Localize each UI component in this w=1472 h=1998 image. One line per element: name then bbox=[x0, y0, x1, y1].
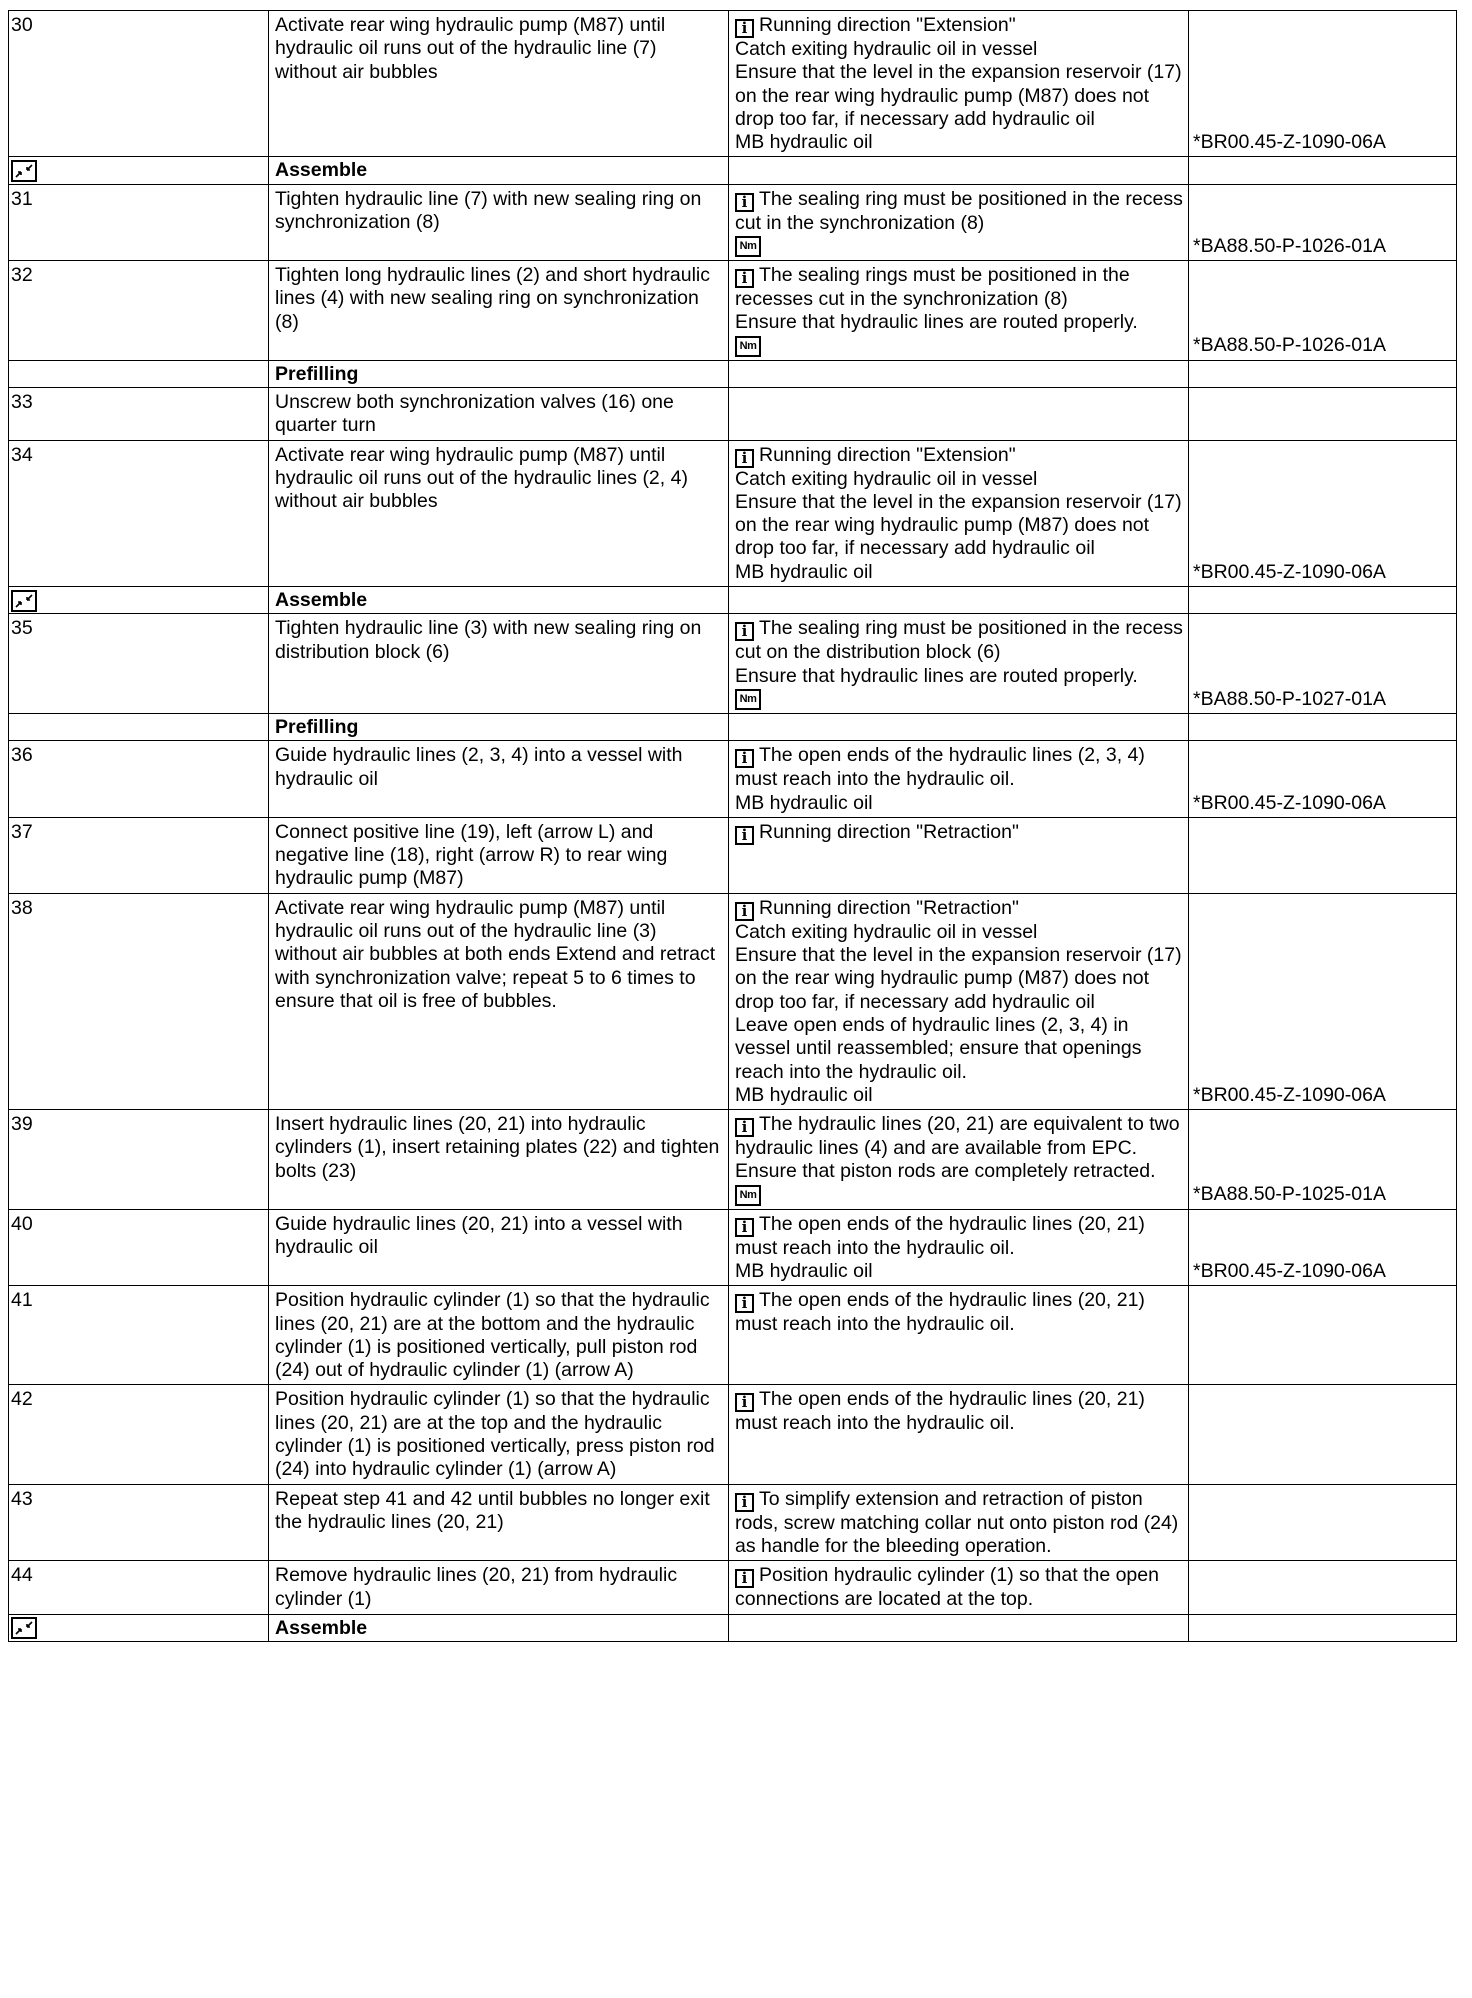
empty-cell bbox=[1189, 1614, 1457, 1641]
step-action: Remove hydraulic lines (20, 21) from hydraulic cylinder (1) bbox=[269, 1561, 729, 1614]
step-notes bbox=[729, 1561, 1189, 1614]
section-icon-cell bbox=[9, 1614, 269, 1641]
note-text: To simplify extension and retraction of piston rods, screw matching collar nut onto piston rod (24) as handle for the bleeding operation. bbox=[735, 1487, 1179, 1557]
step-row bbox=[9, 893, 1457, 1109]
step-notes bbox=[729, 11, 1189, 157]
note-text: Running direction "Retraction" bbox=[759, 820, 1019, 843]
note-text: Running direction "Retraction" bbox=[759, 896, 1019, 919]
step-action: Position hydraulic cylinder (1) so that the hydraulic lines (20, 21) are at the top and the hydraulic cylinder (1) is positioned vertically, press piston rod (24) into hydraulic cylinder (1) (arrow A) bbox=[269, 1385, 729, 1484]
note-text: Catch exiting hydraulic oil in vessel bbox=[735, 920, 1038, 943]
note-line bbox=[735, 744, 1183, 791]
note-text: Position hydraulic cylinder (1) so that the open connections are located at the top. bbox=[735, 1564, 1159, 1611]
step-notes bbox=[729, 184, 1189, 260]
step-number: 30 bbox=[9, 11, 269, 157]
note-line bbox=[735, 188, 1183, 235]
note-line bbox=[735, 131, 1183, 154]
step-action: Insert hydraulic lines (20, 21) into hydraulic cylinders (1), insert retaining plates (22) and tighten bolts (23) bbox=[269, 1110, 729, 1210]
note-text: MB hydraulic oil bbox=[735, 1259, 873, 1282]
assemble-icon bbox=[11, 160, 37, 182]
section-title: Prefilling bbox=[275, 715, 359, 738]
step-notes bbox=[729, 440, 1189, 586]
note-line bbox=[735, 491, 1183, 561]
step-notes bbox=[729, 614, 1189, 714]
step-reference: *BR00.45-Z-1090-06A bbox=[1189, 11, 1457, 157]
empty-cell bbox=[729, 1614, 1189, 1641]
step-number: 43 bbox=[9, 1484, 269, 1561]
empty-cell bbox=[1189, 157, 1457, 184]
note-text: The sealing rings must be positioned in the recesses cut in the synchronization (8) bbox=[735, 264, 1130, 311]
step-action: Tighten hydraulic line (3) with new sealing ring on distribution block (6) bbox=[269, 614, 729, 714]
step-notes bbox=[729, 741, 1189, 818]
note-line bbox=[735, 14, 1183, 38]
step-row bbox=[9, 741, 1457, 818]
note-text: The open ends of the hydraulic lines (20, 21) must reach into the hydraulic oil. bbox=[735, 1388, 1145, 1435]
torque-icon: Nm bbox=[735, 1185, 761, 1206]
step-number: 38 bbox=[9, 893, 269, 1109]
section-title-cell bbox=[269, 587, 729, 614]
note-text: Ensure that the level in the expansion reservoir (17) on the rear wing hydraulic pump (M87) does not drop too far, if necessary add hydraulic oil bbox=[735, 944, 1182, 1013]
note-line bbox=[735, 264, 1183, 311]
note-line bbox=[735, 561, 1183, 584]
step-number: 44 bbox=[9, 1561, 269, 1614]
torque-icon: Nm bbox=[735, 236, 761, 257]
note-text: MB hydraulic oil bbox=[735, 131, 873, 154]
info-icon: i bbox=[735, 193, 754, 212]
step-reference: *BR00.45-Z-1090-06A bbox=[1189, 741, 1457, 818]
section-title: Assemble bbox=[275, 589, 368, 612]
step-reference bbox=[1189, 817, 1457, 893]
section-title-cell bbox=[269, 157, 729, 184]
step-number: 31 bbox=[9, 184, 269, 260]
note-line bbox=[735, 468, 1183, 491]
note-text: Ensure that the level in the expansion reservoir (17) on the rear wing hydraulic pump (M87) does not drop too far, if necessary add hydraulic oil bbox=[735, 490, 1182, 560]
torque-icon: Nm bbox=[735, 336, 761, 357]
step-notes bbox=[729, 893, 1189, 1109]
step-action: Activate rear wing hydraulic pump (M87) until hydraulic oil runs out of the hydraulic line (7) without air bubbles bbox=[269, 11, 729, 157]
empty-cell bbox=[1189, 360, 1457, 387]
note-text: Catch exiting hydraulic oil in vessel bbox=[735, 38, 1038, 60]
section-row bbox=[9, 1614, 1457, 1641]
note-line bbox=[735, 1084, 1183, 1107]
step-number: 39 bbox=[9, 1110, 269, 1210]
info-icon: i bbox=[735, 902, 754, 921]
step-notes bbox=[729, 817, 1189, 893]
assemble-icon bbox=[11, 590, 37, 612]
empty-cell bbox=[1189, 713, 1457, 740]
step-notes bbox=[729, 1484, 1189, 1561]
note-text: The open ends of the hydraulic lines (20, 21) must reach into the hydraulic oil. bbox=[735, 1289, 1145, 1336]
empty-cell bbox=[729, 360, 1189, 387]
note-text: MB hydraulic oil bbox=[735, 1083, 873, 1106]
step-action: Guide hydraulic lines (20, 21) into a vessel with hydraulic oil bbox=[269, 1209, 729, 1286]
note-text: Leave open ends of hydraulic lines (2, 3, 4) in vessel until reassembled; ensure that openings reach into the hydraulic oil. bbox=[735, 1013, 1142, 1083]
section-title: Prefilling bbox=[275, 362, 359, 385]
note-line bbox=[735, 617, 1183, 664]
note-text: Running direction "Extension" bbox=[759, 443, 1016, 466]
note-line bbox=[735, 897, 1183, 921]
info-icon: i bbox=[735, 1569, 754, 1588]
empty-cell bbox=[729, 587, 1189, 614]
step-row bbox=[9, 387, 1457, 440]
step-action: Tighten long hydraulic lines (2) and short hydraulic lines (4) with new sealing ring on synchronization (8) bbox=[269, 261, 729, 361]
note-text: MB hydraulic oil bbox=[735, 791, 873, 814]
section-icon-cell bbox=[9, 587, 269, 614]
note-text: Ensure that hydraulic lines are routed properly. bbox=[735, 664, 1138, 687]
note-text: The sealing ring must be positioned in the recess cut on the distribution block (6) bbox=[735, 617, 1183, 664]
step-number: 41 bbox=[9, 1286, 269, 1385]
info-icon: i bbox=[735, 826, 754, 845]
assemble-icon bbox=[11, 1617, 37, 1639]
step-row bbox=[9, 261, 1457, 361]
note-line bbox=[735, 38, 1183, 61]
section-title: Assemble bbox=[275, 159, 368, 182]
section-title-cell bbox=[269, 713, 729, 740]
section-row bbox=[9, 587, 1457, 614]
step-action: Repeat step 41 and 42 until bubbles no longer exit the hydraulic lines (20, 21) bbox=[269, 1484, 729, 1561]
step-row bbox=[9, 1561, 1457, 1614]
step-row bbox=[9, 817, 1457, 893]
note-text: Ensure that the level in the expansion reservoir (17) on the rear wing hydraulic pump (M87) does not drop too far, if necessary add hydraulic oil bbox=[735, 61, 1182, 130]
section-icon-cell bbox=[9, 713, 269, 740]
step-row bbox=[9, 614, 1457, 714]
step-reference bbox=[1189, 1385, 1457, 1484]
empty-cell bbox=[729, 157, 1189, 184]
torque-icon: Nm bbox=[735, 689, 761, 710]
info-icon: i bbox=[735, 622, 754, 641]
step-action: Activate rear wing hydraulic pump (M87) until hydraulic oil runs out of the hydraulic line (3) without air bubbles at both ends Extend and retract with synchronization valve; repeat 5 to 6 times to ensure that oil is free of bubbles. bbox=[269, 893, 729, 1109]
step-row bbox=[9, 1385, 1457, 1484]
note-line bbox=[735, 944, 1183, 1014]
note-line bbox=[735, 1014, 1183, 1084]
step-notes bbox=[729, 1385, 1189, 1484]
note-line bbox=[735, 1388, 1183, 1435]
note-line bbox=[735, 1213, 1183, 1260]
section-title-cell bbox=[269, 1614, 729, 1641]
step-notes bbox=[729, 1286, 1189, 1385]
step-row bbox=[9, 1209, 1457, 1286]
info-icon: i bbox=[735, 749, 754, 768]
step-row bbox=[9, 440, 1457, 586]
note-line bbox=[735, 1113, 1183, 1184]
note-text: Catch exiting hydraulic oil in vessel bbox=[735, 467, 1038, 490]
step-reference: *BA88.50-P-1026-01A bbox=[1189, 184, 1457, 260]
step-notes bbox=[729, 1110, 1189, 1210]
step-notes bbox=[729, 261, 1189, 361]
step-action: Activate rear wing hydraulic pump (M87) until hydraulic oil runs out of the hydraulic lines (2, 4) without air bubbles bbox=[269, 440, 729, 586]
step-reference: *BR00.45-Z-1090-06A bbox=[1189, 1209, 1457, 1286]
note-line bbox=[735, 1260, 1183, 1283]
step-reference: *BA88.50-P-1026-01A bbox=[1189, 261, 1457, 361]
step-reference bbox=[1189, 1561, 1457, 1614]
note-text: The sealing ring must be positioned in the recess cut in the synchronization (8) bbox=[735, 187, 1183, 234]
note-text: MB hydraulic oil bbox=[735, 560, 873, 583]
section-icon-cell bbox=[9, 157, 269, 184]
step-action: Guide hydraulic lines (2, 3, 4) into a vessel with hydraulic oil bbox=[269, 741, 729, 818]
step-reference: *BR00.45-Z-1090-06A bbox=[1189, 893, 1457, 1109]
step-number: 37 bbox=[9, 817, 269, 893]
step-action: Connect positive line (19), left (arrow L) and negative line (18), right (arrow R) to rear wing hydraulic pump (M87) bbox=[269, 817, 729, 893]
info-icon: i bbox=[735, 1393, 754, 1412]
step-row bbox=[9, 1484, 1457, 1561]
step-reference bbox=[1189, 1286, 1457, 1385]
empty-cell bbox=[1189, 587, 1457, 614]
section-row bbox=[9, 713, 1457, 740]
step-number: 42 bbox=[9, 1385, 269, 1484]
info-icon: i bbox=[735, 1118, 754, 1137]
step-row bbox=[9, 1110, 1457, 1210]
step-number: 35 bbox=[9, 614, 269, 714]
step-number: 40 bbox=[9, 1209, 269, 1286]
note-text: The open ends of the hydraulic lines (2, 3, 4) must reach into the hydraulic oil. bbox=[735, 744, 1145, 791]
section-row bbox=[9, 360, 1457, 387]
step-number: 34 bbox=[9, 440, 269, 586]
info-icon: i bbox=[735, 269, 754, 288]
step-reference: *BA88.50-P-1027-01A bbox=[1189, 614, 1457, 714]
info-icon: i bbox=[735, 19, 754, 38]
step-number: 33 bbox=[9, 387, 269, 440]
step-action: Tighten hydraulic line (7) with new sealing ring on synchronization (8) bbox=[269, 184, 729, 260]
step-row bbox=[9, 1286, 1457, 1385]
step-row bbox=[9, 11, 1457, 157]
step-notes bbox=[729, 1209, 1189, 1286]
note-line bbox=[735, 1564, 1183, 1611]
info-icon: i bbox=[735, 1493, 754, 1512]
step-number: 32 bbox=[9, 261, 269, 361]
note-line bbox=[735, 921, 1183, 944]
step-reference: *BA88.50-P-1025-01A bbox=[1189, 1110, 1457, 1210]
note-line bbox=[735, 1488, 1183, 1559]
info-icon: i bbox=[735, 449, 754, 468]
info-icon: i bbox=[735, 1218, 754, 1237]
section-row bbox=[9, 157, 1457, 184]
empty-cell bbox=[729, 713, 1189, 740]
section-title-cell bbox=[269, 360, 729, 387]
step-number: 36 bbox=[9, 741, 269, 818]
step-row bbox=[9, 184, 1457, 260]
note-text: Running direction "Extension" bbox=[759, 14, 1016, 36]
note-text: Ensure that hydraulic lines are routed properly. bbox=[735, 311, 1138, 334]
step-reference bbox=[1189, 387, 1457, 440]
section-icon-cell bbox=[9, 360, 269, 387]
note-line bbox=[735, 792, 1183, 815]
note-line bbox=[735, 1289, 1183, 1336]
note-line bbox=[735, 821, 1183, 845]
step-action: Unscrew both synchronization valves (16) one quarter turn bbox=[269, 387, 729, 440]
step-notes bbox=[729, 387, 1189, 440]
step-action: Position hydraulic cylinder (1) so that the hydraulic lines (20, 21) are at the bottom and the hydraulic cylinder (1) is positioned vertically, pull piston rod (24) out of hydraulic cylinder (1) (arrow A) bbox=[269, 1286, 729, 1385]
step-reference bbox=[1189, 1484, 1457, 1561]
note-line bbox=[735, 311, 1183, 334]
note-line bbox=[735, 444, 1183, 468]
step-reference: *BR00.45-Z-1090-06A bbox=[1189, 440, 1457, 586]
section-title: Assemble bbox=[275, 1616, 368, 1639]
procedure-table bbox=[8, 10, 1457, 1642]
note-line bbox=[735, 665, 1183, 688]
note-line bbox=[735, 61, 1183, 131]
note-text: The hydraulic lines (20, 21) are equivalent to two hydraulic lines (4) and are available from EPC. Ensure that piston rods are completely retracted. bbox=[735, 1113, 1180, 1183]
info-icon: i bbox=[735, 1294, 754, 1313]
note-text: The open ends of the hydraulic lines (20, 21) must reach into the hydraulic oil. bbox=[735, 1212, 1145, 1259]
